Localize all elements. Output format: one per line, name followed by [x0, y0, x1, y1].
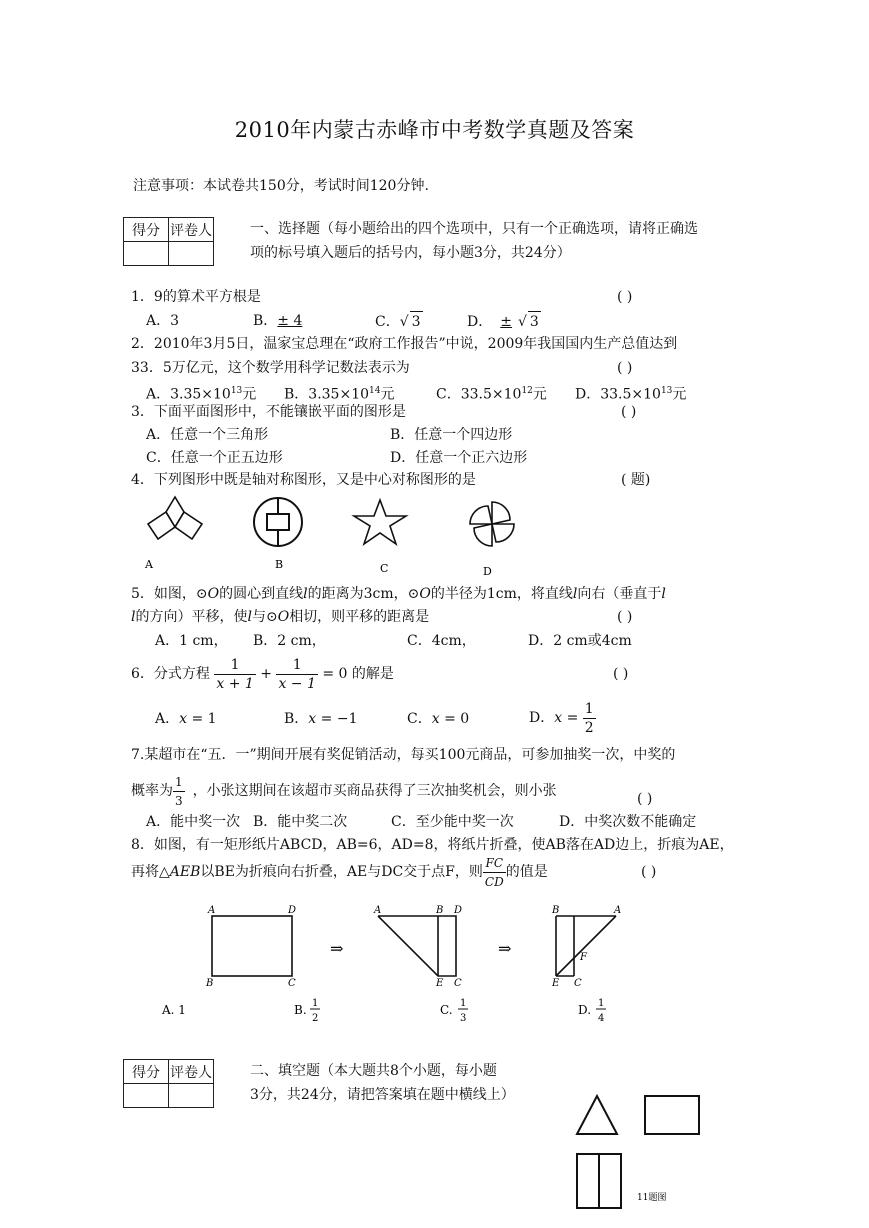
q6-equals: = 0: [322, 666, 348, 682]
arrow-icon: ⇒: [498, 939, 512, 958]
arrow-icon: ⇒: [330, 939, 344, 958]
page-title: 2010年内蒙古赤峰市中考数学真题及答案: [234, 118, 635, 142]
question-2-line1: 2．2010年3月5日，温家宝总理在“政府工作报告”中说，2009年我国国内生产总值达到: [131, 336, 678, 352]
section1-instructions-2: 项的标号填入题后的括号内，每小题3分，共24分）: [250, 245, 571, 261]
answer-paren: ( ): [617, 289, 633, 305]
label-a: A: [614, 905, 622, 916]
q8-d-den: 4: [598, 1013, 605, 1024]
q2-c-unit: 元: [532, 386, 547, 403]
question-8-line2: 再将△AEB以BE为折痕向右折叠，AE与DC交于点F，则 $\frac{FC}{CD}$ 的值是: [131, 855, 548, 889]
answer-paren: ( ): [613, 666, 629, 682]
q8-c-den: 3: [460, 1013, 467, 1024]
q7-option-a: A．能中奖一次: [146, 814, 241, 830]
question-5-line2: l的方向）平移，使l与⊙O相切，则平移的距离是: [131, 609, 430, 625]
q2-a-unit: 元: [242, 386, 257, 403]
label-c: C: [454, 978, 462, 989]
score-cell[interactable]: [124, 1084, 169, 1108]
q2-d-unit: 元: [672, 386, 687, 403]
section2-instructions: 二、填空题（本大题共8个小题，每小题: [250, 1063, 497, 1079]
q2-a-exp: 13: [230, 386, 243, 396]
question-2-line2: 33．5万亿元，这个数学用科学记数法表示为: [131, 360, 410, 376]
q6-option-c: C．x = 0: [407, 711, 470, 727]
q1-option-c: [375, 311, 423, 332]
label-b: B: [552, 905, 560, 916]
sqrt-icon: √: [517, 314, 527, 330]
q1-option-a: A．3: [146, 313, 180, 329]
grader-cell[interactable]: [169, 242, 214, 266]
q3-option-c: C．任意一个正五边形: [146, 450, 283, 466]
sqrt-icon: √: [399, 314, 409, 330]
question-1-stem: 1．9的算术平方根是: [131, 289, 261, 305]
q8-c-num: 1: [460, 998, 467, 1009]
figure-d-pinwheel: [470, 502, 514, 546]
question-7-line2: 概率为 $\frac{1}{3}$ ，小张这期间在该超市买商品获得了三次抽奖机会，则小张: [131, 774, 557, 808]
q2-c-exp: 12: [521, 386, 533, 396]
score-table-2: [123, 1059, 214, 1108]
q2-d-exp: 13: [660, 386, 673, 396]
q1-d-radicand: 3: [528, 311, 541, 332]
q2-b-unit: 元: [380, 386, 395, 403]
q3-option-d: D．任意一个正六边形: [390, 450, 528, 466]
q2-c-base: C．33.5×10: [436, 386, 522, 403]
q6-stem-post: 的解是: [351, 666, 394, 682]
fig-label-c: C: [380, 562, 389, 575]
q1-c-prefix: C．: [375, 314, 400, 330]
q1-c-radicand: 3: [410, 311, 423, 332]
figure-a-rhombi: [148, 497, 202, 539]
q2-b-base: B．3.35×10: [284, 386, 370, 403]
answer-paren: ( ): [641, 864, 657, 880]
label-d: D: [288, 905, 297, 916]
q8-b-den: 2: [312, 1013, 319, 1024]
q8-b-num: 1: [312, 998, 319, 1009]
label-c: C: [574, 978, 582, 989]
q6-fraction-1: $\frac{1}{x + 1}$: [216, 656, 254, 692]
q1-b-prefix: B．: [253, 313, 278, 329]
section1-instructions: 一、选择题（每小题给出的四个选项中，只有一个正确选项，请将正确选: [250, 221, 698, 237]
rectangle-shape: [645, 1096, 699, 1134]
q3-option-a: A．任意一个三角形: [146, 427, 269, 443]
q8-option-c: C.: [440, 1003, 453, 1017]
label-e: E: [436, 978, 444, 989]
q6-stem-pre: 6．分式方程: [131, 666, 210, 682]
q2-a-base: A．3.35×10: [146, 386, 231, 403]
question-5-line1: 5．如图，⊙O的圆心到直线l的距离为3cm，⊙O的半径为1cm，将直线l向右（垂直于l: [131, 586, 666, 602]
folded-shape-1: [378, 916, 456, 976]
question-6-stem: [131, 654, 394, 694]
q1-option-d: [467, 311, 541, 332]
q7-option-d: D．中奖次数不能确定: [559, 814, 697, 830]
q1-b-value: ± 4: [277, 313, 303, 329]
q5-option-b: B．2 cm，: [253, 633, 326, 649]
q5-option-c: C．4cm，: [407, 633, 476, 649]
q6-option-b: B．x = −1: [284, 711, 358, 727]
grader-header: 评卷人: [169, 1060, 214, 1084]
label-e: E: [552, 978, 560, 989]
answer-paren: ( ): [637, 791, 653, 807]
q7-option-b: B．能中奖二次: [253, 814, 348, 830]
q6-option-d: D．x = $\frac{1}{2}$: [529, 700, 594, 736]
figure-b-coin: [254, 498, 302, 546]
grader-cell[interactable]: [169, 1084, 214, 1108]
fig-label-d: D: [483, 565, 492, 578]
score-cell[interactable]: [124, 242, 169, 266]
label-a: A: [374, 905, 382, 916]
rectangle-abcd: [212, 916, 292, 976]
answer-paren: ( ): [617, 360, 633, 376]
notice: 注意事项：本试卷共150分，考试时间120分钟.: [133, 178, 429, 194]
question-4-stem: 4．下列图形中既是轴对称图形，又是中心对称图形的是: [131, 472, 476, 488]
score-table: [123, 217, 214, 266]
question-8-line1: 8．如图，有一矩形纸片ABCD，AB=6，AD=8，将纸片折叠，使AB落在AD边上，折痕为AE，: [131, 837, 734, 853]
fig-label-b: B: [275, 558, 284, 571]
grader-header: 评卷人: [169, 218, 214, 242]
label-b: B: [206, 978, 214, 989]
q2-d-base: D．33.5×10: [575, 386, 661, 403]
q1-d-pm: ±: [500, 314, 512, 330]
q11-figure-label: 11题图: [637, 1193, 667, 1203]
q8-d-num: 1: [598, 998, 605, 1009]
triangle-shape: [577, 1096, 617, 1134]
q8-option-b: B.: [294, 1003, 307, 1017]
q6-plus: +: [260, 666, 272, 682]
answer-paren: ( ): [617, 609, 633, 625]
score-header: 得分: [124, 1060, 169, 1084]
question-3-stem: 3．下面平面图形中，不能镶嵌平面的图形是: [131, 404, 406, 420]
q2-option-c: [436, 381, 547, 405]
q6-option-a: A．x = 1: [155, 711, 217, 727]
section2-instructions-2: 3分，共24分，请把答案填在题中横线上）: [250, 1087, 515, 1103]
q11-figure: [565, 1086, 715, 1216]
q8-option-a: A. 1: [162, 1003, 186, 1017]
q1-d-prefix: D．: [467, 314, 493, 330]
question-7-line1: 7.某超市在“五．一”期间开展有奖促销活动，每买100元商品，可参加抽奖一次，中奖的: [131, 747, 676, 763]
score-header: 得分: [124, 218, 169, 242]
label-c: C: [288, 978, 296, 989]
figure-c-star: [354, 500, 406, 544]
label-a: A: [208, 905, 216, 916]
q8-figure: [150, 898, 670, 1033]
q8-option-d: D.: [578, 1003, 592, 1017]
q1-option-b: [253, 311, 302, 331]
label-b: B: [436, 905, 444, 916]
q5-option-d: D．2 cm或4cm: [528, 633, 632, 649]
label-d: D: [454, 905, 463, 916]
q2-b-exp: 14: [369, 386, 381, 396]
fig-label-a: A: [145, 558, 153, 571]
q5-option-a: A．1 cm，: [155, 633, 228, 649]
q3-option-b: B．任意一个四边形: [390, 427, 513, 443]
q7-option-c: C．至少能中奖一次: [391, 814, 514, 830]
answer-paren: ( 题): [621, 472, 651, 488]
folded-shape-2: [556, 916, 616, 976]
q4-figures: [140, 492, 540, 582]
answer-paren: ( ): [621, 404, 637, 420]
label-f: F: [580, 952, 587, 963]
q6-fraction-2: $\frac{1}{x - 1}$: [278, 656, 316, 692]
